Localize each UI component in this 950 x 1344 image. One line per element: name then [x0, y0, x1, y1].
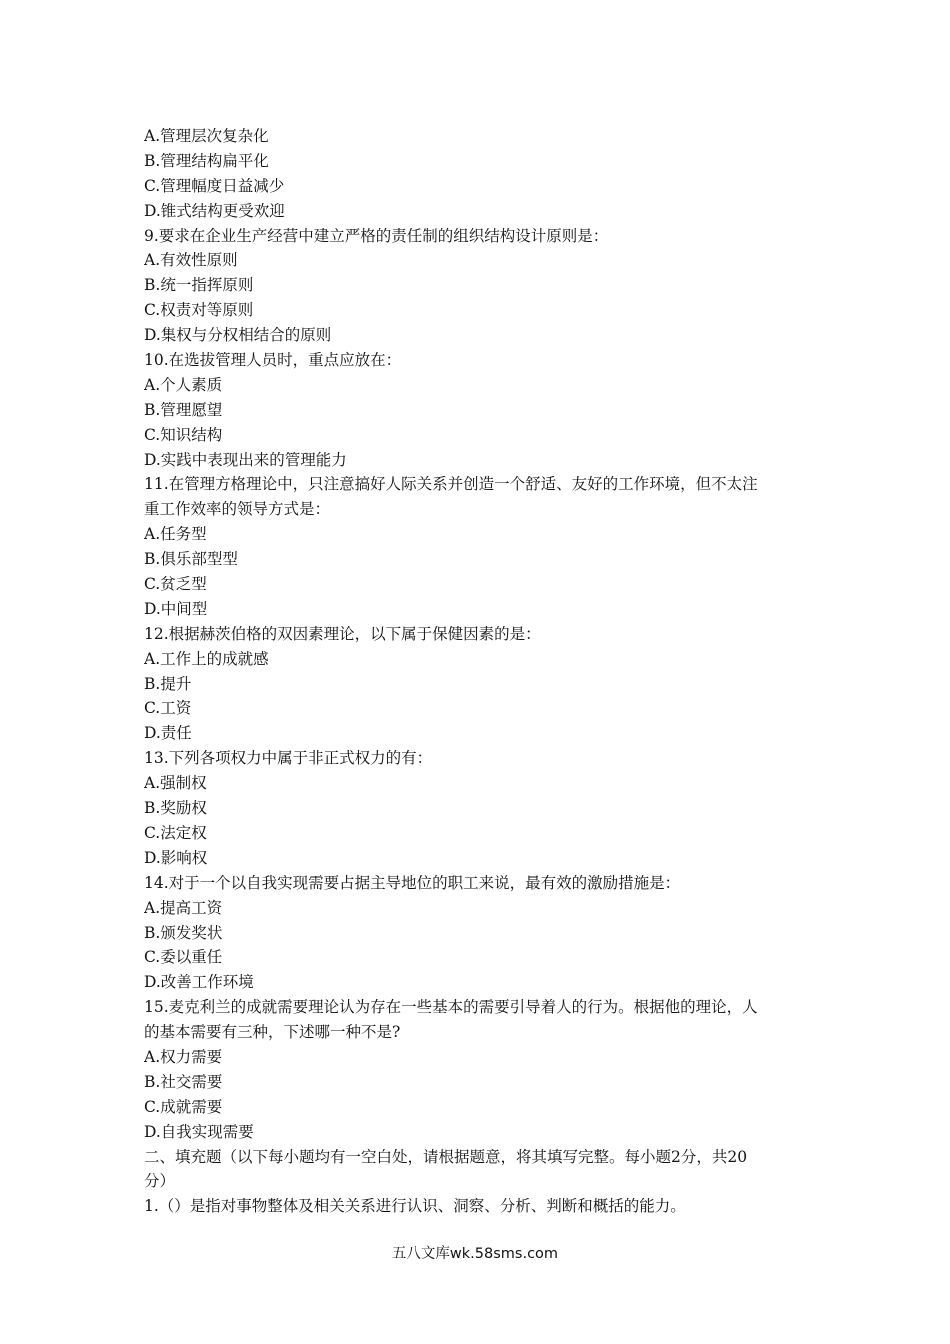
question-line: 12.根据赫茨伯格的双因素理论，以下属于保健因素的是： — [144, 624, 541, 643]
text-line: C.管理幅度日益减少 — [144, 176, 285, 195]
text-line: B.颁发奖状 — [144, 923, 223, 942]
text-line: B.奖励权 — [144, 799, 207, 818]
text-line: C.工资 — [144, 699, 192, 718]
text-line: C.委以重任 — [144, 948, 223, 967]
text-line: B.提升 — [144, 674, 192, 693]
text-line: D.中间型 — [144, 599, 208, 618]
question-line: 15.麦克利兰的成就需要理论认为存在一些基本的需要引导着人的行为。根据他的理论，人 — [144, 998, 758, 1017]
question-line: 13.下列各项权力中属于非正式权力的有： — [144, 749, 433, 768]
text-line: B.管理愿望 — [144, 400, 223, 419]
text-line: D.自我实现需要 — [144, 1122, 254, 1141]
document-body — [144, 124, 810, 1219]
text-line: D.实践中表现出来的管理能力 — [144, 450, 347, 469]
text-line: D.责任 — [144, 724, 192, 743]
question-line: 1.（）是指对事物整体及相关关系进行认识、洞察、分析、判断和概括的能力。 — [144, 1197, 686, 1216]
text-line: C.成就需要 — [144, 1097, 223, 1116]
text-line: A.提高工资 — [144, 898, 223, 917]
text-line: B.统一指挥原则 — [144, 276, 254, 295]
question-line: 10.在选拔管理人员时，重点应放在： — [144, 351, 402, 370]
section-heading: 二、填充题（以下每小题均有一空白处，请根据题意，将其填写完整。每小题2分，共20 — [144, 1147, 748, 1166]
text-line: D.集权与分权相结合的原则 — [144, 326, 332, 345]
text-line: A.个人素质 — [144, 375, 223, 394]
text-line: A.管理层次复杂化 — [144, 127, 269, 145]
page-footer: 五八文库wk.58sms.com — [391, 1246, 559, 1262]
text-line: C.贫乏型 — [144, 575, 207, 594]
text-line: D.锥式结构更受欢迎 — [144, 201, 285, 220]
text-line: B.社交需要 — [144, 1072, 223, 1091]
text-line: A.强制权 — [144, 774, 207, 793]
question-line: 14.对于一个以自我实现需要占据主导地位的职工来说，最有效的激励措施是： — [144, 873, 681, 892]
text-line: A.任务型 — [144, 525, 207, 544]
text-line: C.权责对等原则 — [144, 301, 254, 320]
text-line: 重工作效率的领导方式是： — [144, 500, 331, 519]
text-line: B.管理结构扁平化 — [144, 151, 269, 170]
text-line: B.俱乐部型型 — [144, 550, 238, 569]
text-line: 的基本需要有三种，下述哪一种不是? — [144, 1023, 401, 1042]
text-line: C.法定权 — [144, 823, 207, 842]
text-line: D.影响权 — [144, 848, 208, 867]
text-line: A.有效性原则 — [144, 251, 238, 270]
question-line: 9.要求在企业生产经营中建立严格的责任制的组织结构设计原则是： — [144, 226, 609, 245]
section-heading-continued: 分） — [144, 1172, 176, 1191]
text-line: A.权力需要 — [144, 1047, 223, 1066]
text-line: D.改善工作环境 — [144, 973, 254, 992]
question-line: 11.在管理方格理论中，只注意搞好人际关系并创造一个舒适、友好的工作环境，但不太注 — [144, 475, 758, 494]
text-line: A.工作上的成就感 — [144, 649, 269, 668]
text-line: C.知识结构 — [144, 425, 223, 444]
